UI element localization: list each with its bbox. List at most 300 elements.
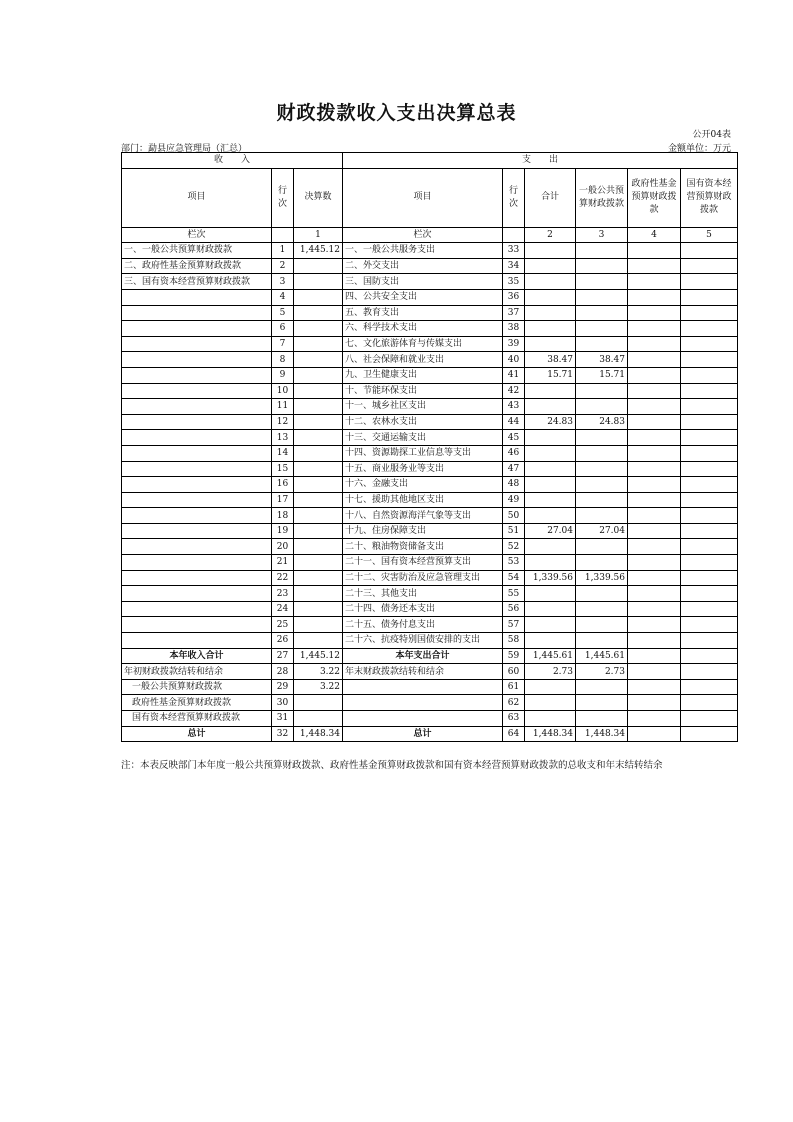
table-row <box>122 383 738 399</box>
table-row <box>122 336 738 352</box>
expense-state-capital <box>681 289 738 305</box>
expense-general-budget <box>576 601 628 617</box>
expense-total <box>525 243 576 259</box>
income-item <box>122 321 272 337</box>
table-row <box>122 305 738 321</box>
expense-gov-fund <box>628 711 681 727</box>
income-amount: 1,445.12 <box>294 243 343 259</box>
expense-item: 二十六、抗疫特别国债安排的支出 <box>343 633 503 649</box>
income-line-no: 12 <box>272 414 294 430</box>
expense-gov-fund <box>628 679 681 695</box>
expense-gov-fund <box>628 586 681 602</box>
income-line-no: 31 <box>272 711 294 727</box>
expense-state-capital <box>681 305 738 321</box>
expense-line-no: 42 <box>503 383 525 399</box>
col-header-total: 合计 <box>525 168 576 227</box>
expense-general-budget: 2.73 <box>576 664 628 680</box>
income-line-no: 30 <box>272 695 294 711</box>
expense-state-capital <box>681 352 738 368</box>
table-row <box>122 586 738 602</box>
expense-state-capital <box>681 648 738 664</box>
income-line-no: 9 <box>272 367 294 383</box>
income-amount: 1,448.34 <box>294 726 343 742</box>
expense-state-capital <box>681 445 738 461</box>
expense-item: 二十、粮油物资储备支出 <box>343 539 503 555</box>
expense-general-budget <box>576 695 628 711</box>
budget-summary-table <box>121 152 738 742</box>
expense-gov-fund <box>628 352 681 368</box>
expense-state-capital <box>681 258 738 274</box>
income-line-no: 13 <box>272 430 294 446</box>
table-row <box>122 726 738 742</box>
expense-state-capital <box>681 336 738 352</box>
income-line-no: 18 <box>272 508 294 524</box>
income-item <box>122 289 272 305</box>
income-item <box>122 352 272 368</box>
income-amount <box>294 461 343 477</box>
expense-total: 1,339.56 <box>525 570 576 586</box>
expense-general-budget <box>576 445 628 461</box>
income-item <box>122 336 272 352</box>
income-item: 年初财政拨款结转和结余 <box>122 664 272 680</box>
col-header-final-amount: 决算数 <box>294 168 343 227</box>
expense-total <box>525 679 576 695</box>
expense-line-no: 64 <box>503 726 525 742</box>
expense-total <box>525 445 576 461</box>
income-line-no: 29 <box>272 679 294 695</box>
expense-item: 本年支出合计 <box>343 648 503 664</box>
footnote: 注：本表反映部门本年度一般公共预算财政拨款、政府性基金预算财政拨款和国有资本经营预算财政拨款的总收支和年末结转结余 <box>121 760 663 771</box>
table-row <box>122 430 738 446</box>
expense-state-capital <box>681 633 738 649</box>
table-row <box>122 399 738 415</box>
expense-total: 1,445.61 <box>525 648 576 664</box>
expense-general-budget <box>576 430 628 446</box>
expense-gov-fund <box>628 445 681 461</box>
expense-total <box>525 633 576 649</box>
expense-line-no: 39 <box>503 336 525 352</box>
expense-state-capital <box>681 321 738 337</box>
expense-total <box>525 492 576 508</box>
table-row <box>122 289 738 305</box>
expense-gov-fund <box>628 414 681 430</box>
expense-line-no: 43 <box>503 399 525 415</box>
expense-line-no: 55 <box>503 586 525 602</box>
expense-total <box>525 586 576 602</box>
expense-total <box>525 711 576 727</box>
expense-gov-fund <box>628 726 681 742</box>
expense-gov-fund <box>628 305 681 321</box>
expense-total <box>525 461 576 477</box>
expense-total <box>525 258 576 274</box>
income-line-no: 16 <box>272 477 294 493</box>
expense-line-no: 63 <box>503 711 525 727</box>
expense-total: 15.71 <box>525 367 576 383</box>
expense-state-capital <box>681 523 738 539</box>
expense-state-capital <box>681 477 738 493</box>
expense-line-no: 57 <box>503 617 525 633</box>
income-line-no: 10 <box>272 383 294 399</box>
expense-gov-fund <box>628 289 681 305</box>
expense-line-no: 35 <box>503 274 525 290</box>
income-line-no: 27 <box>272 648 294 664</box>
income-line-no: 11 <box>272 399 294 415</box>
table-row <box>122 633 738 649</box>
expense-item: 十四、资源勘探工业信息等支出 <box>343 445 503 461</box>
expense-line-no: 38 <box>503 321 525 337</box>
col-header-state-capital: 国有资本经营预算财政拨款 <box>681 168 738 227</box>
expense-line-no: 54 <box>503 570 525 586</box>
expense-state-capital <box>681 601 738 617</box>
expense-total <box>525 601 576 617</box>
col-number: 2 <box>525 227 576 243</box>
expense-line-no: 51 <box>503 523 525 539</box>
expense-general-budget: 1,339.56 <box>576 570 628 586</box>
expense-general-budget <box>576 711 628 727</box>
income-amount <box>294 383 343 399</box>
income-amount <box>294 289 343 305</box>
expense-line-no: 60 <box>503 664 525 680</box>
income-item <box>122 414 272 430</box>
empty-cell <box>503 227 525 243</box>
department-label: 部门：勐县应急管理局（汇总） <box>121 144 248 154</box>
expense-general-budget: 1,448.34 <box>576 726 628 742</box>
expense-general-budget <box>576 243 628 259</box>
expense-state-capital <box>681 492 738 508</box>
income-amount <box>294 367 343 383</box>
table-row <box>122 617 738 633</box>
income-line-no: 28 <box>272 664 294 680</box>
income-item: 总计 <box>122 726 272 742</box>
expense-item: 十八、自然资源海洋气象等支出 <box>343 508 503 524</box>
income-item: 一般公共预算财政拨款 <box>122 679 272 695</box>
expense-gov-fund <box>628 321 681 337</box>
expense-item: 十六、金融支出 <box>343 477 503 493</box>
income-item <box>122 461 272 477</box>
expense-general-budget <box>576 321 628 337</box>
col-header-line-no-expense: 行次 <box>503 168 525 227</box>
expense-item: 八、社会保障和就业支出 <box>343 352 503 368</box>
income-item: 一、一般公共预算财政拨款 <box>122 243 272 259</box>
table-row <box>122 539 738 555</box>
expense-general-budget <box>576 258 628 274</box>
expense-total <box>525 383 576 399</box>
income-item <box>122 492 272 508</box>
table-row <box>122 477 738 493</box>
expense-general-budget <box>576 336 628 352</box>
expense-general-budget <box>576 633 628 649</box>
col-header-general-budget: 一般公共预算财政拨款 <box>576 168 628 227</box>
expense-total <box>525 399 576 415</box>
expense-item <box>343 679 503 695</box>
expense-line-no: 40 <box>503 352 525 368</box>
expense-gov-fund <box>628 539 681 555</box>
expense-gov-fund <box>628 430 681 446</box>
income-amount <box>294 477 343 493</box>
expense-item: 二、外交支出 <box>343 258 503 274</box>
expense-total <box>525 508 576 524</box>
expense-line-no: 36 <box>503 289 525 305</box>
expense-state-capital <box>681 508 738 524</box>
expense-line-no: 59 <box>503 648 525 664</box>
income-item <box>122 399 272 415</box>
table-row <box>122 555 738 571</box>
col-header-gov-fund: 政府性基金预算财政拨款 <box>628 168 681 227</box>
income-line-no: 19 <box>272 523 294 539</box>
table-row <box>122 648 738 664</box>
expense-line-no: 46 <box>503 445 525 461</box>
expense-line-no: 37 <box>503 305 525 321</box>
expense-item: 十五、商业服务业等支出 <box>343 461 503 477</box>
income-item: 国有资本经营预算财政拨款 <box>122 711 272 727</box>
expense-total <box>525 430 576 446</box>
income-line-no: 20 <box>272 539 294 555</box>
expense-item: 总计 <box>343 726 503 742</box>
income-item <box>122 367 272 383</box>
expense-item <box>343 711 503 727</box>
expense-item: 五、教育支出 <box>343 305 503 321</box>
expense-state-capital <box>681 461 738 477</box>
income-amount <box>294 586 343 602</box>
form-number: 公开04表 <box>692 130 731 140</box>
income-line-no: 1 <box>272 243 294 259</box>
income-item: 三、国有资本经营预算财政拨款 <box>122 274 272 290</box>
expense-general-budget <box>576 617 628 633</box>
expense-line-no: 47 <box>503 461 525 477</box>
table-row <box>122 492 738 508</box>
expense-gov-fund <box>628 243 681 259</box>
expense-state-capital <box>681 711 738 727</box>
income-amount <box>294 492 343 508</box>
expense-line-no: 34 <box>503 258 525 274</box>
table-row <box>122 711 738 727</box>
income-line-no: 4 <box>272 289 294 305</box>
table-row <box>122 258 738 274</box>
expense-general-budget <box>576 399 628 415</box>
income-amount <box>294 274 343 290</box>
expense-general-budget <box>576 508 628 524</box>
table-row <box>122 679 738 695</box>
expense-item <box>343 695 503 711</box>
expense-state-capital <box>681 430 738 446</box>
income-amount <box>294 555 343 571</box>
expense-total: 24.83 <box>525 414 576 430</box>
income-amount <box>294 399 343 415</box>
expense-gov-fund <box>628 648 681 664</box>
expense-total <box>525 305 576 321</box>
expense-item: 年末财政拨款结转和结余 <box>343 664 503 680</box>
expense-gov-fund <box>628 664 681 680</box>
income-line-no: 5 <box>272 305 294 321</box>
income-amount <box>294 570 343 586</box>
empty-cell <box>272 227 294 243</box>
table-row <box>122 523 738 539</box>
expense-line-no: 56 <box>503 601 525 617</box>
expense-total <box>525 477 576 493</box>
page-title: 财政拨款收入支出决算总表 <box>276 102 517 124</box>
income-amount <box>294 508 343 524</box>
expense-total: 27.04 <box>525 523 576 539</box>
table-row <box>122 461 738 477</box>
expense-general-budget <box>576 305 628 321</box>
table-row <box>122 508 738 524</box>
expense-general-budget: 38.47 <box>576 352 628 368</box>
table-row <box>122 367 738 383</box>
expense-item: 十七、援助其他地区支出 <box>343 492 503 508</box>
expense-item: 二十二、灾害防治及应急管理支出 <box>343 570 503 586</box>
expense-line-no: 52 <box>503 539 525 555</box>
expense-item: 十九、住房保障支出 <box>343 523 503 539</box>
income-amount <box>294 523 343 539</box>
expense-total: 38.47 <box>525 352 576 368</box>
expense-item: 十二、农林水支出 <box>343 414 503 430</box>
expense-line-no: 44 <box>503 414 525 430</box>
expense-gov-fund <box>628 383 681 399</box>
expense-gov-fund <box>628 570 681 586</box>
income-item <box>122 445 272 461</box>
expense-line-no: 45 <box>503 430 525 446</box>
col-label: 栏次 <box>343 227 503 243</box>
expense-general-budget: 1,445.61 <box>576 648 628 664</box>
expense-total <box>525 274 576 290</box>
expense-line-no: 49 <box>503 492 525 508</box>
income-amount <box>294 352 343 368</box>
income-amount <box>294 258 343 274</box>
expense-state-capital <box>681 586 738 602</box>
expense-gov-fund <box>628 617 681 633</box>
expense-total <box>525 555 576 571</box>
expense-item: 十三、交通运输支出 <box>343 430 503 446</box>
income-line-no: 6 <box>272 321 294 337</box>
expense-state-capital <box>681 555 738 571</box>
expense-item: 四、公共安全支出 <box>343 289 503 305</box>
amount-unit: 金额单位：万元 <box>667 144 731 154</box>
expense-line-no: 53 <box>503 555 525 571</box>
income-line-no: 2 <box>272 258 294 274</box>
table-row <box>122 445 738 461</box>
col-number: 4 <box>628 227 681 243</box>
income-item: 政府性基金预算财政拨款 <box>122 695 272 711</box>
income-amount <box>294 305 343 321</box>
expense-gov-fund <box>628 555 681 571</box>
expense-total: 2.73 <box>525 664 576 680</box>
table-row <box>122 274 738 290</box>
expense-gov-fund <box>628 461 681 477</box>
income-amount <box>294 711 343 727</box>
income-line-no: 22 <box>272 570 294 586</box>
expense-line-no: 61 <box>503 679 525 695</box>
expense-gov-fund <box>628 508 681 524</box>
table-row <box>122 243 738 259</box>
expense-general-budget <box>576 274 628 290</box>
table-row <box>122 664 738 680</box>
expense-item: 九、卫生健康支出 <box>343 367 503 383</box>
expense-general-budget: 15.71 <box>576 367 628 383</box>
expense-general-budget <box>576 555 628 571</box>
expense-line-no: 58 <box>503 633 525 649</box>
income-item <box>122 586 272 602</box>
expense-gov-fund <box>628 633 681 649</box>
table-row <box>122 352 738 368</box>
expense-item: 二十三、其他支出 <box>343 586 503 602</box>
expense-item: 十一、城乡社区支出 <box>343 399 503 415</box>
col-number: 1 <box>294 227 343 243</box>
income-item <box>122 508 272 524</box>
income-item <box>122 601 272 617</box>
expense-item: 一、一般公共服务支出 <box>343 243 503 259</box>
expense-general-budget <box>576 289 628 305</box>
expense-general-budget: 27.04 <box>576 523 628 539</box>
expense-general-budget <box>576 383 628 399</box>
table-row <box>122 414 738 430</box>
col-number: 5 <box>681 227 738 243</box>
table-row <box>122 695 738 711</box>
income-amount <box>294 336 343 352</box>
income-item <box>122 633 272 649</box>
expense-item: 七、文化旅游体育与传媒支出 <box>343 336 503 352</box>
expense-gov-fund <box>628 367 681 383</box>
income-line-no: 23 <box>272 586 294 602</box>
expense-line-no: 33 <box>503 243 525 259</box>
income-line-no: 25 <box>272 617 294 633</box>
expense-item: 三、国防支出 <box>343 274 503 290</box>
income-line-no: 24 <box>272 601 294 617</box>
income-item <box>122 477 272 493</box>
col-header-item: 项目 <box>122 168 272 227</box>
expense-total <box>525 321 576 337</box>
income-item <box>122 539 272 555</box>
income-line-no: 8 <box>272 352 294 368</box>
expense-item: 二十一、国有资本经营预算支出 <box>343 555 503 571</box>
expense-state-capital <box>681 726 738 742</box>
income-line-no: 15 <box>272 461 294 477</box>
expense-total <box>525 695 576 711</box>
col-header-item-expense: 项目 <box>343 168 503 227</box>
expense-total <box>525 336 576 352</box>
table-row <box>122 321 738 337</box>
expense-general-budget <box>576 492 628 508</box>
income-amount <box>294 321 343 337</box>
expense-state-capital <box>681 399 738 415</box>
expense-gov-fund <box>628 492 681 508</box>
income-item <box>122 570 272 586</box>
expense-header: 支 出 <box>343 153 738 169</box>
income-item: 二、政府性基金预算财政拨款 <box>122 258 272 274</box>
col-number: 3 <box>576 227 628 243</box>
income-item <box>122 305 272 321</box>
expense-line-no: 62 <box>503 695 525 711</box>
expense-gov-fund <box>628 274 681 290</box>
expense-state-capital <box>681 617 738 633</box>
expense-line-no: 48 <box>503 477 525 493</box>
expense-total <box>525 539 576 555</box>
expense-state-capital <box>681 383 738 399</box>
income-item <box>122 555 272 571</box>
expense-general-budget <box>576 461 628 477</box>
expense-state-capital <box>681 539 738 555</box>
expense-line-no: 41 <box>503 367 525 383</box>
income-amount <box>294 601 343 617</box>
expense-line-no: 50 <box>503 508 525 524</box>
income-amount: 3.22 <box>294 679 343 695</box>
income-line-no: 17 <box>272 492 294 508</box>
col-label: 栏次 <box>122 227 272 243</box>
expense-general-budget <box>576 679 628 695</box>
expense-state-capital <box>681 367 738 383</box>
expense-item: 二十四、债务还本支出 <box>343 601 503 617</box>
expense-gov-fund <box>628 258 681 274</box>
income-item: 本年收入合计 <box>122 648 272 664</box>
